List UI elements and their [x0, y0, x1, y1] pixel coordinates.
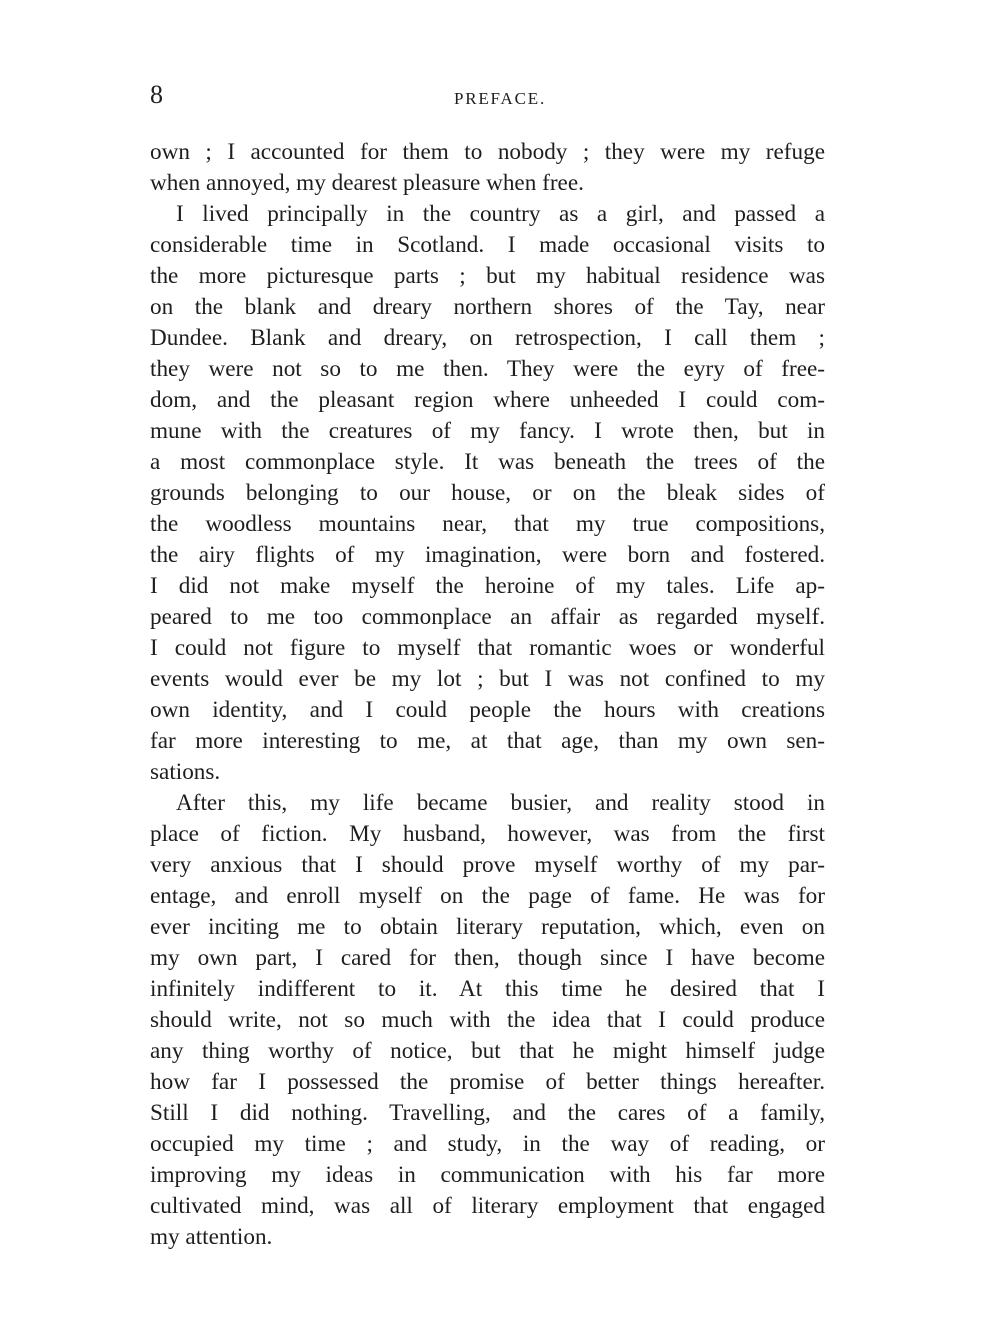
text-line: the woodless mountains near, that my true compositions, — [150, 511, 825, 537]
text-line: cultivated mind, was all of literary employment that engaged — [150, 1193, 825, 1219]
text-line: very anxious that I should prove myself worthy of my par- — [150, 852, 825, 878]
text-line: occupied my time ; and study, in the way of reading, or — [150, 1131, 825, 1157]
text-line: own ; I accounted for them to nobody ; they were my refuge — [150, 139, 825, 165]
text-line: the airy flights of my imagination, were born and fostered. — [150, 542, 825, 568]
text-line: on the blank and dreary northern shores of the Tay, near — [150, 294, 825, 320]
text-line: dom, and the pleasant region where unheeded I could com- — [150, 387, 825, 413]
text-line: when annoyed, my dearest pleasure when free. — [150, 170, 584, 196]
text-line: the more picturesque parts ; but my habitual residence was — [150, 263, 825, 289]
text-line: sations. — [150, 759, 221, 785]
text-line: my attention. — [150, 1224, 273, 1250]
text-line: my own part, I cared for then, though since I have become — [150, 945, 825, 971]
running-head: PREFACE. — [453, 89, 547, 108]
text-line: infinitely indifferent to it. At this time he desired that I — [150, 976, 825, 1002]
text-line: After this, my life became busier, and reality stood in — [176, 790, 825, 816]
text-line: far more interesting to me, at that age, than my own sen- — [150, 728, 825, 754]
text-line: a most commonplace style. It was beneath the trees of the — [150, 449, 825, 475]
text-line: considerable time in Scotland. I made occasional visits to — [150, 232, 825, 258]
text-line: own identity, and I could people the hours with creations — [150, 697, 825, 723]
body-text — [150, 137, 825, 1253]
text-line: place of fiction. My husband, however, was from the first — [150, 821, 825, 847]
text-line: mune with the creatures of my fancy. I wrote then, but in — [150, 418, 825, 444]
page-number: 8 — [150, 80, 163, 109]
text-line: I lived principally in the country as a girl, and passed a — [176, 201, 825, 227]
text-line: grounds belonging to our house, or on the bleak sides of — [150, 480, 825, 506]
text-line: I could not figure to myself that romantic woes or wonderful — [150, 635, 825, 661]
text-line: events would ever be my lot ; but I was not confined to my — [150, 666, 825, 692]
text-line: any thing worthy of notice, but that he might himself judge — [150, 1038, 825, 1064]
text-line: they were not so to me then. They were the eyry of free- — [150, 356, 825, 382]
text-line: improving my ideas in communication with his far more — [150, 1162, 825, 1188]
text-line: ever inciting me to obtain literary reputation, which, even on — [150, 914, 825, 940]
text-line: how far I possessed the promise of better things hereafter. — [150, 1069, 825, 1095]
text-line: Still I did nothing. Travelling, and the cares of a family, — [150, 1100, 825, 1126]
text-line: entage, and enroll myself on the page of fame. He was for — [150, 883, 825, 909]
text-line: should write, not so much with the idea that I could produce — [150, 1007, 825, 1033]
text-line: I did not make myself the heroine of my tales. Life ap- — [150, 573, 825, 599]
text-line: Dundee. Blank and dreary, on retrospection, I call them ; — [150, 325, 825, 351]
text-line: peared to me too commonplace an affair as regarded myself. — [150, 604, 825, 630]
